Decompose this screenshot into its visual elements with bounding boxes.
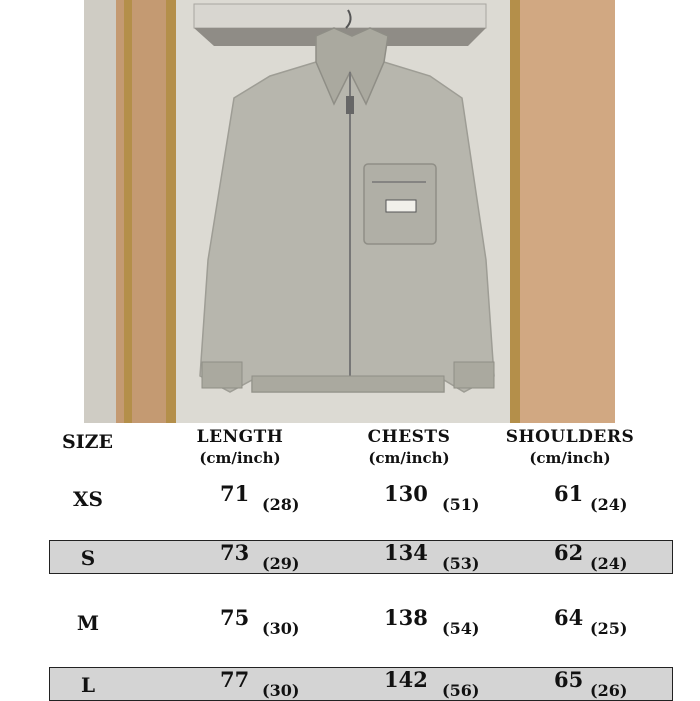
- shoulders-header: [500, 427, 640, 467]
- shoulders-unit: (cm/inch): [529, 449, 611, 467]
- inch-value: (25): [590, 619, 628, 638]
- cm-value: 142: [384, 667, 428, 692]
- chests-title: CHESTS: [367, 427, 451, 447]
- chests-header: [354, 427, 464, 467]
- cm-value: 77: [220, 667, 250, 692]
- cm-value: 138: [384, 605, 428, 630]
- product-photo: [84, 0, 615, 423]
- cm-value: 71: [220, 481, 250, 506]
- size-label: S: [80, 546, 96, 570]
- size-column-header: SIZE: [62, 431, 113, 453]
- inch-value: (28): [262, 495, 300, 514]
- cm-value: 62: [554, 540, 584, 565]
- size-chart: [0, 423, 700, 700]
- inch-value: (26): [590, 681, 628, 700]
- inch-value: (29): [262, 554, 300, 573]
- length-header: [185, 427, 295, 467]
- size-label: M: [76, 611, 100, 635]
- length-unit: (cm/inch): [199, 449, 281, 467]
- shoulders-title: SHOULDERS: [505, 427, 635, 447]
- inch-value: (24): [590, 495, 628, 514]
- table-row-m: [0, 605, 700, 639]
- table-row-s: [0, 540, 700, 574]
- cm-value: 134: [384, 540, 428, 565]
- cm-value: 75: [220, 605, 250, 630]
- cm-value: 130: [384, 481, 428, 506]
- chests-unit: (cm/inch): [368, 449, 450, 467]
- inch-value: (53): [442, 554, 480, 573]
- size-label: XS: [73, 487, 103, 511]
- inch-value: (51): [442, 495, 480, 514]
- cm-value: 65: [554, 667, 584, 692]
- inch-value: (54): [442, 619, 480, 638]
- inch-value: (24): [590, 554, 628, 573]
- length-title: LENGTH: [196, 427, 284, 447]
- inch-value: (30): [262, 681, 300, 700]
- cm-value: 73: [220, 540, 250, 565]
- size-label: L: [80, 673, 96, 697]
- cm-value: 64: [554, 605, 584, 630]
- inch-value: (30): [262, 619, 300, 638]
- inch-value: (56): [442, 681, 480, 700]
- table-row-l: [0, 667, 700, 701]
- cm-value: 61: [554, 481, 584, 506]
- table-row-xs: [0, 481, 700, 515]
